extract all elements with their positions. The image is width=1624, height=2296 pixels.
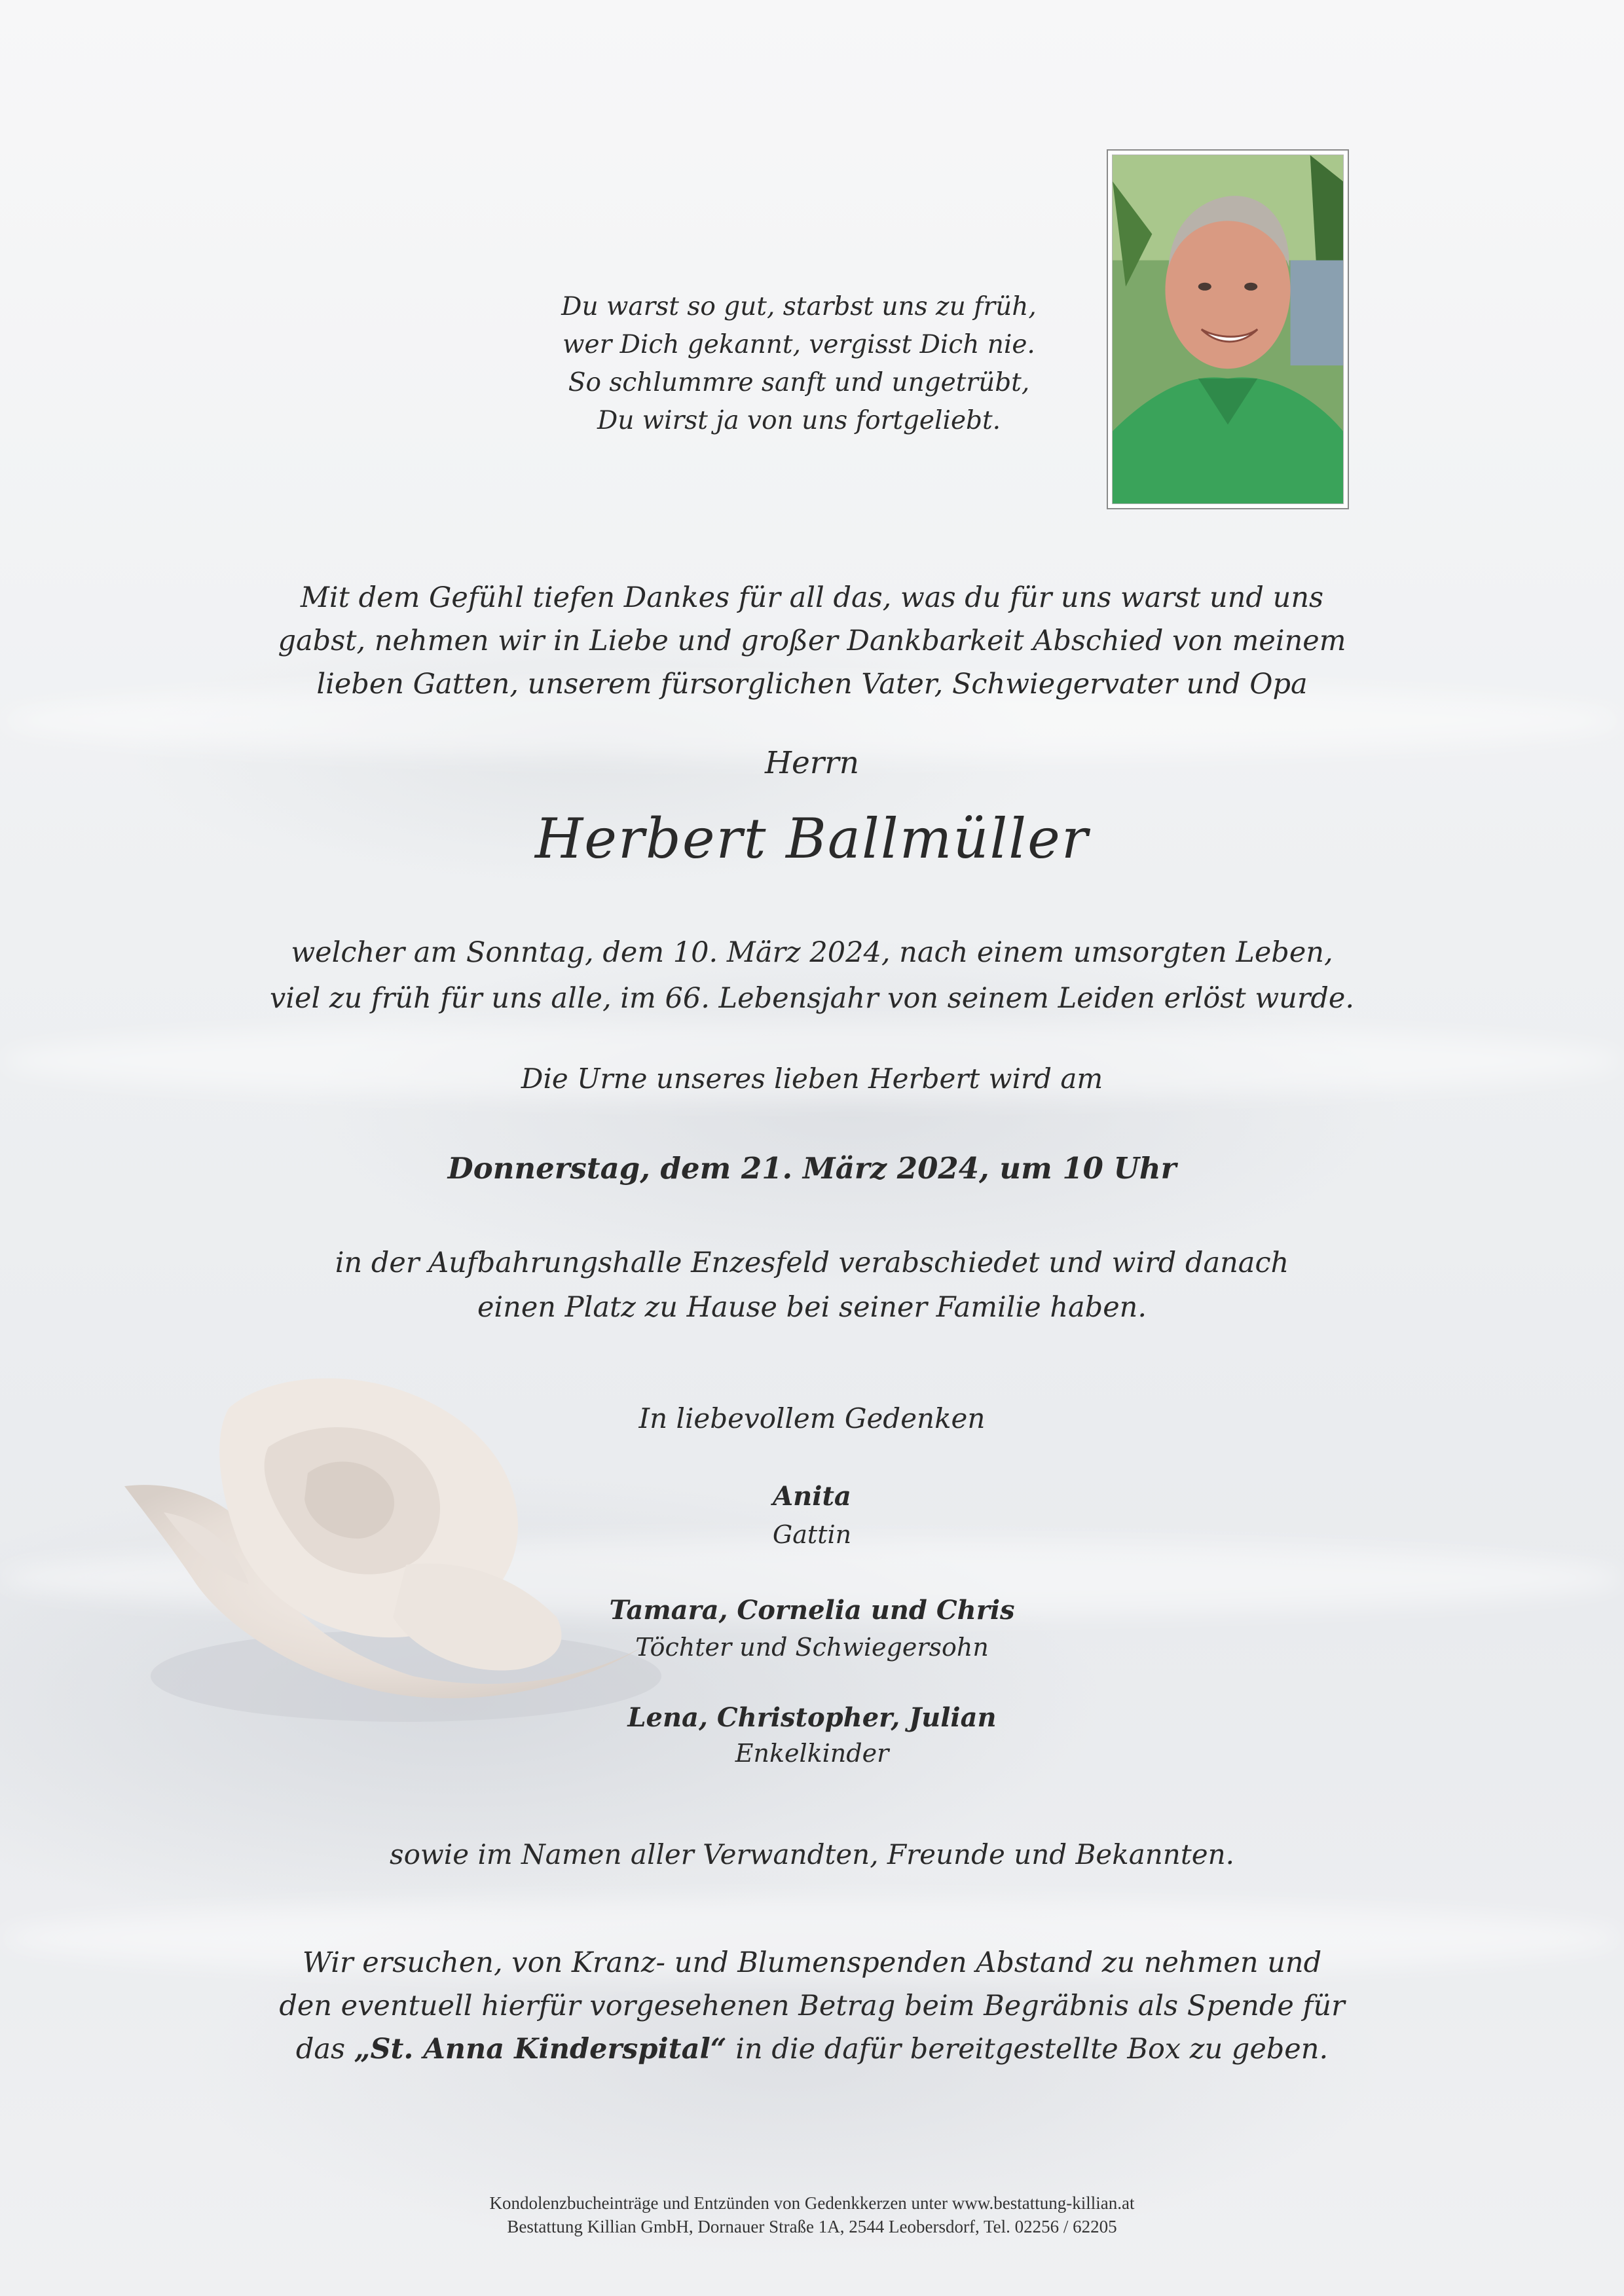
location-line: einen Platz zu Hause bei seiner Familie haben. <box>477 1291 1147 1324</box>
intro-paragraph <box>0 576 1624 706</box>
mourner-relation: Gattin <box>772 1520 852 1549</box>
request-line: Wir ersuchen, von Kranz- und Blumenspenden Abstand zu nehmen und <box>302 1946 1322 1979</box>
urn-line: Die Urne unseres lieben Herbert wird am <box>521 1063 1103 1095</box>
verse-line: wer Dich gekannt, vergisst Dich nie. <box>563 330 1035 359</box>
ceremony-location <box>0 1241 1624 1330</box>
verse-line: Du wirst ja von uns fortgeliebt. <box>597 406 1001 435</box>
portrait-photo <box>1107 149 1349 509</box>
mourners-closing: sowie im Namen aller Verwandten, Freunde und Bekannten. <box>390 1838 1234 1870</box>
intro-line: Mit dem Gefühl tiefen Dankes für all das, was du für uns warst und uns <box>300 581 1324 614</box>
portrait-image <box>1113 155 1343 503</box>
verse-line: So schlummre sanft und ungetrübt, <box>568 368 1030 397</box>
ceremony-date: Donnerstag, dem 21. März 2024, um 10 Uhr <box>447 1151 1177 1186</box>
verse-line: Du warst so gut, starbst uns zu früh, <box>561 292 1037 321</box>
charity-name: „St. Anna Kinderspital“ <box>354 2033 727 2066</box>
intro-line: gabst, nehmen wir in Liebe und großer Dankbarkeit Abschied von meinem <box>278 625 1346 657</box>
footer <box>0 2191 1624 2238</box>
deceased-name: Herbert Ballmüller <box>534 807 1090 871</box>
request-line <box>0 2028 1624 2071</box>
mourner-names: Anita <box>773 1481 851 1512</box>
death-line: welcher am Sonntag, dem 10. März 2024, nach einem umsorgten Leben, <box>291 936 1333 969</box>
mourner-relation: Enkelkinder <box>735 1739 889 1768</box>
salutation: Herrn <box>764 745 859 781</box>
mourner-names: Tamara, Cornelia und Chris <box>609 1595 1015 1626</box>
donation-request <box>0 1941 1624 2071</box>
death-paragraph <box>0 930 1624 1021</box>
mourner-relation: Töchter und Schwiegersohn <box>635 1633 989 1662</box>
footer-contact-line: Bestattung Killian GmbH, Dornauer Straße 1A, 2544 Leobersdorf, Tel. 02256 / 62205 <box>507 2217 1117 2236</box>
request-line: den eventuell hierfür vorgesehenen Betrag beim Begräbnis als Spende für <box>279 1990 1345 2022</box>
request-text: das <box>295 2033 354 2066</box>
location-line: in der Aufbahrungshalle Enzesfeld verabschiedet und wird danach <box>335 1247 1289 1279</box>
footer-condolence-line: Kondolenzbucheinträge und Entzünden von Gedenkkerzen unter www.bestattung-killian.at <box>489 2193 1135 2213</box>
mourners-heading: In liebevollem Gedenken <box>638 1402 986 1434</box>
intro-line: lieben Gatten, unserem fürsorglichen Vater, Schwiegervater und Opa <box>316 668 1308 701</box>
request-text: in die dafür bereitgestellte Box zu geben. <box>726 2033 1329 2066</box>
memorial-verse <box>511 288 1087 440</box>
mourner-names: Lena, Christopher, Julian <box>627 1702 997 1733</box>
death-line: viel zu früh für uns alle, im 66. Lebensjahr von seinem Leiden erlöst wurde. <box>269 982 1355 1015</box>
